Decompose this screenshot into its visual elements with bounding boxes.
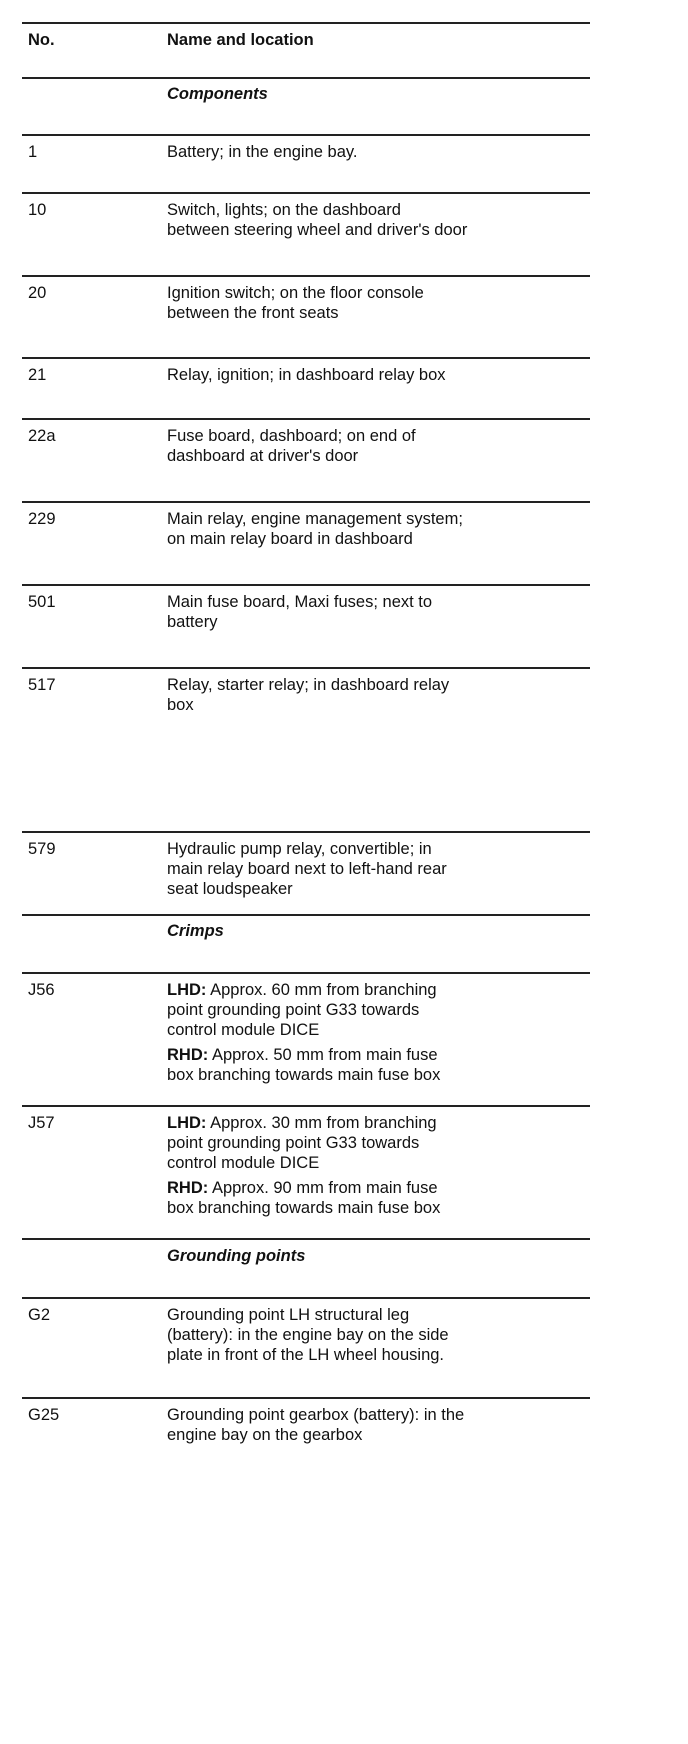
row-number: G2 xyxy=(28,1306,51,1324)
row-description: Fuse board, dashboard; on end of xyxy=(167,427,416,445)
row-number: 501 xyxy=(28,593,56,611)
row-number: G25 xyxy=(28,1406,60,1424)
row-number: 20 xyxy=(28,284,47,302)
row-description: plate in front of the LH wheel housing. xyxy=(167,1346,445,1364)
row-description: control module DICE xyxy=(167,1021,320,1039)
row-description: Hydraulic pump relay, convertible; in xyxy=(167,840,432,858)
parts-location-table xyxy=(22,0,590,1744)
row-description: seat loudspeaker xyxy=(167,880,293,898)
rhd-label: RHD: xyxy=(167,1046,209,1064)
row-description: point grounding point G33 towards xyxy=(167,1134,420,1152)
lhd-label: LHD: xyxy=(167,1114,207,1132)
table-rule xyxy=(22,357,590,359)
row-description: box branching towards main fuse box xyxy=(167,1066,441,1084)
row-description: Grounding point gearbox (battery): in the xyxy=(167,1406,465,1424)
section-heading-components: Components xyxy=(167,85,268,103)
row-description: point grounding point G33 towards xyxy=(167,1001,420,1019)
row-description: between steering wheel and driver's door xyxy=(167,221,468,239)
rhd-label: RHD: xyxy=(167,1179,209,1197)
lhd-label: LHD: xyxy=(167,981,207,999)
row-description: Relay, starter relay; in dashboard relay xyxy=(167,676,450,694)
table-top-rule xyxy=(22,22,590,24)
rhd-text: Approx. 90 mm from main fuse xyxy=(211,1179,438,1197)
row-description: Ignition switch; on the floor console xyxy=(167,284,424,302)
rhd-text: Approx. 50 mm from main fuse xyxy=(211,1046,438,1064)
column-header-no: No. xyxy=(28,31,55,49)
row-description: Switch, lights; on the dashboard xyxy=(167,201,401,219)
row-number: 229 xyxy=(28,510,56,528)
row-description: engine bay on the gearbox xyxy=(167,1426,363,1444)
row-description: Battery; in the engine bay. xyxy=(167,143,358,161)
row-number: 22a xyxy=(28,427,56,445)
row-number: J57 xyxy=(28,1114,55,1132)
row-description: (battery): in the engine bay on the side xyxy=(167,1326,449,1344)
lhd-text: Approx. 30 mm from branching xyxy=(210,1114,437,1132)
section-heading-crimps: Crimps xyxy=(167,922,224,940)
table-rule xyxy=(22,1238,590,1240)
table-rule xyxy=(22,1397,590,1399)
column-header-name-location: Name and location xyxy=(167,31,314,49)
table-rule xyxy=(22,192,590,194)
section-heading-grounding-points: Grounding points xyxy=(167,1247,306,1265)
row-description xyxy=(167,1045,438,1065)
row-description xyxy=(167,1113,437,1133)
row-description: between the front seats xyxy=(167,304,339,322)
row-description: battery xyxy=(167,613,218,631)
row-description: box branching towards main fuse box xyxy=(167,1199,441,1217)
row-description: Main fuse board, Maxi fuses; next to xyxy=(167,593,433,611)
row-description: control module DICE xyxy=(167,1154,320,1172)
table-rule xyxy=(22,972,590,974)
table-rule xyxy=(22,1297,590,1299)
row-description xyxy=(167,980,437,1000)
row-description: main relay board next to left-hand rear xyxy=(167,860,447,878)
row-number: 21 xyxy=(28,366,47,384)
table-rule xyxy=(22,1105,590,1107)
row-number: 1 xyxy=(28,143,38,161)
row-description: Relay, ignition; in dashboard relay box xyxy=(167,366,446,384)
row-description: Main relay, engine management system; xyxy=(167,510,463,528)
row-description: Grounding point LH structural leg xyxy=(167,1306,410,1324)
table-rule xyxy=(22,77,590,79)
table-rule xyxy=(22,914,590,916)
row-number: J56 xyxy=(28,981,55,999)
row-number: 10 xyxy=(28,201,47,219)
table-rule xyxy=(22,584,590,586)
row-description: box xyxy=(167,696,194,714)
row-number: 579 xyxy=(28,840,56,858)
table-rule xyxy=(22,418,590,420)
row-description: dashboard at driver's door xyxy=(167,447,359,465)
lhd-text: Approx. 60 mm from branching xyxy=(210,981,437,999)
row-description: on main relay board in dashboard xyxy=(167,530,413,548)
table-rule xyxy=(22,831,590,833)
table-rule xyxy=(22,501,590,503)
table-rule xyxy=(22,667,590,669)
row-number: 517 xyxy=(28,676,56,694)
row-description xyxy=(167,1178,438,1198)
table-rule xyxy=(22,134,590,136)
table-rule xyxy=(22,275,590,277)
